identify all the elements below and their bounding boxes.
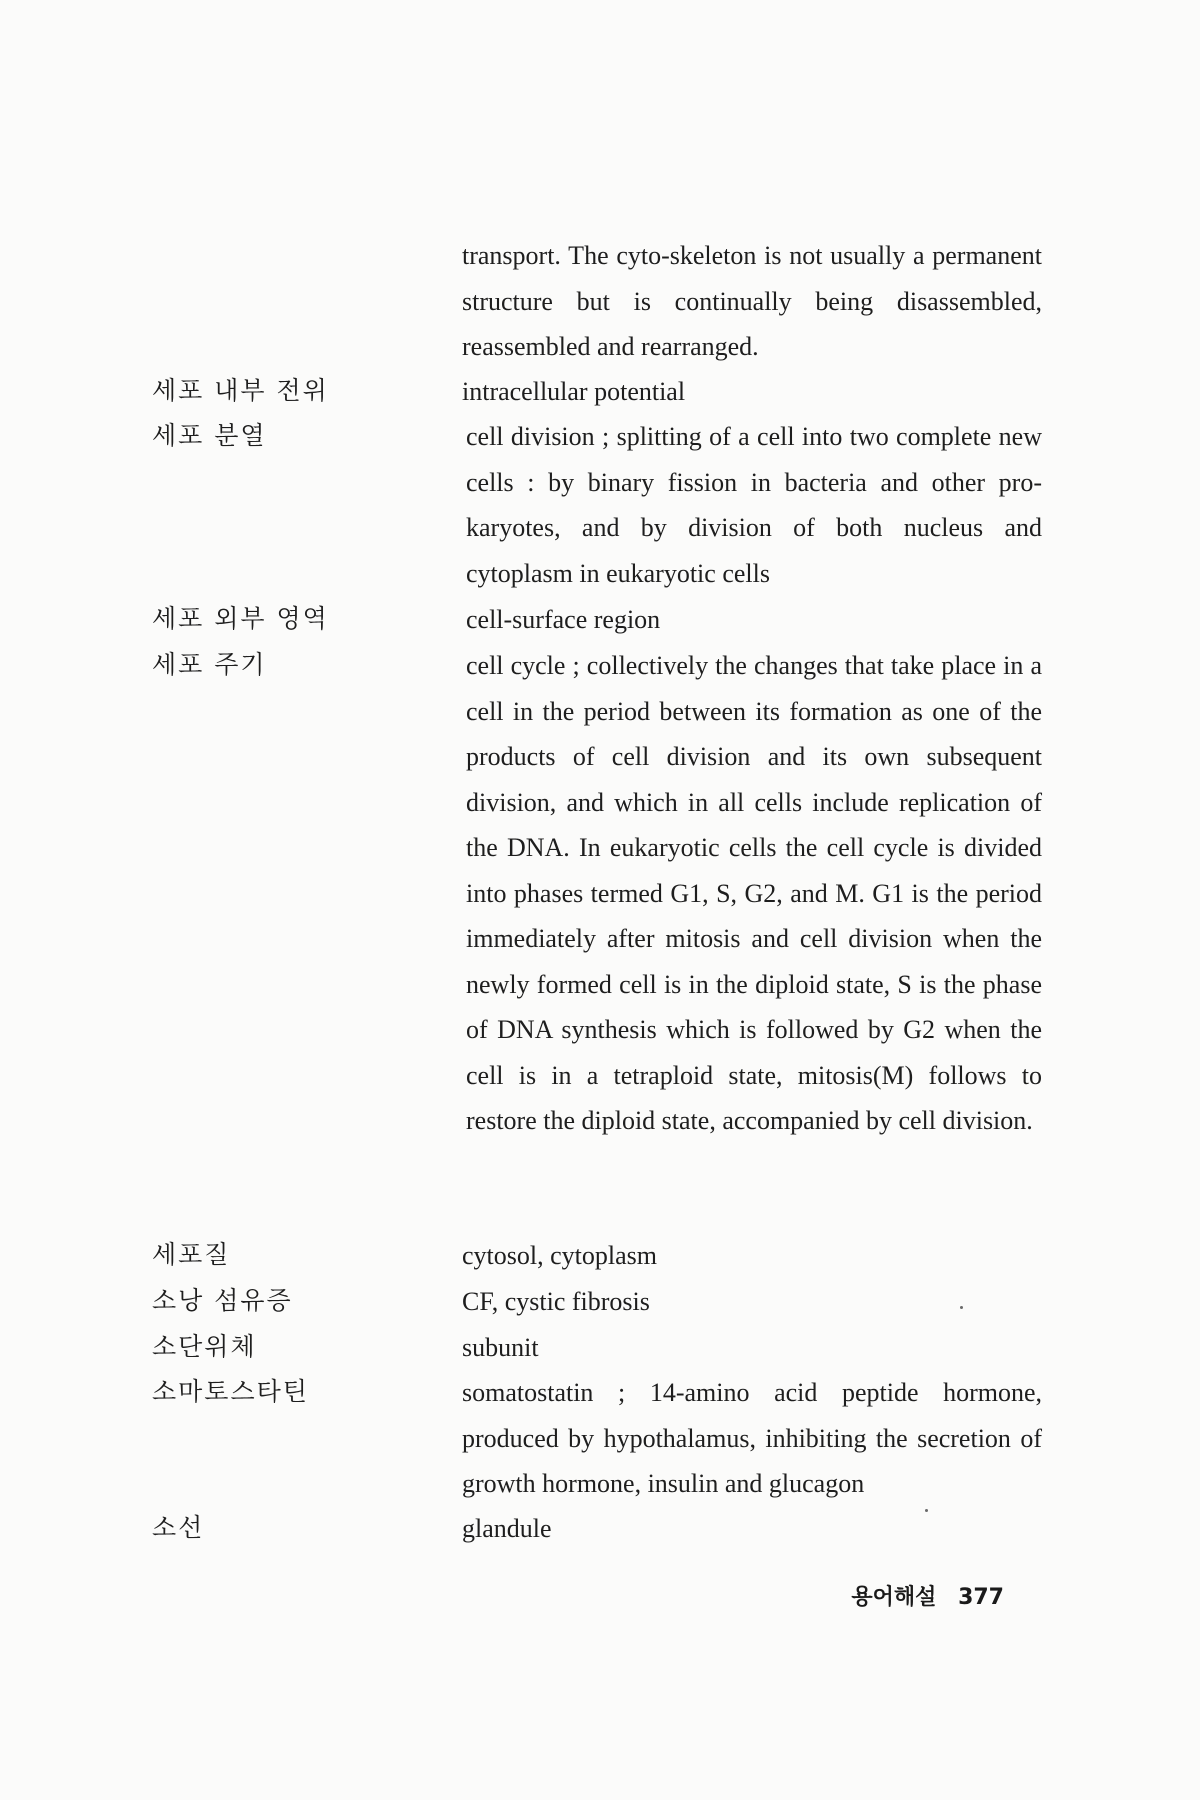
glossary-term: 소낭 섬유증	[152, 1286, 293, 1315]
print-speck	[925, 1509, 928, 1512]
glossary-definition: cytosol, cytoplasm	[462, 1241, 657, 1270]
page-number: 377	[958, 1585, 1004, 1610]
glossary-term: 소선	[152, 1513, 205, 1542]
glossary-term: 세포 외부 영역	[152, 604, 329, 633]
glossary-definition: glandule	[462, 1514, 552, 1543]
glossary-term: 소마토스타틴	[152, 1377, 309, 1406]
glossary-definition: CF, cystic fibrosis	[462, 1287, 650, 1316]
glossary-term: 세포질	[152, 1240, 231, 1269]
print-speck	[960, 1306, 963, 1309]
glossary-definition: subunit	[462, 1333, 539, 1362]
glossary-definition: intracellular potential	[462, 377, 686, 406]
glossary-definition: cell division ; splitting of a cell into two complete new cells : by binary fission in bacteria and other pro-karyotes, and by division of both nucleus and cytoplasm in eukaryotic cells	[466, 422, 1042, 588]
glossary-term: 세포 내부 전위	[152, 376, 329, 405]
glossary-definition: cell-surface region	[466, 605, 661, 634]
glossary-term: 세포 분열	[152, 421, 267, 450]
continued-definition: transport. The cyto-skeleton is not usually a permanent structure but is continually being disassembled, reassembled and rearranged.	[462, 241, 1042, 361]
glossary-term: 소단위체	[152, 1332, 257, 1361]
footer-section-label: 용어해설	[851, 1585, 937, 1610]
glossary-definition: somatostatin ; 14-amino acid peptide hormone, produced by hypothalamus, inhibiting the secretion of growth hormone, insulin and glucagon	[462, 1378, 1042, 1498]
page-footer	[851, 1580, 1004, 1611]
glossary-definition: cell cycle ; collectively the changes that take place in a cell in the period between its formation as one of the products of cell division and its own subsequent division, and which in all cells include replication of the DNA. In eukaryotic cells the cell cycle is divided into phases termed G1, S, G2, and M. G1 is the period immediately after mitosis and cell division when the newly formed cell is in the diploid state, S is the phase of DNA synthesis which is followed by G2 when the cell is in a tetraploid state, mitosis(M) follows to restore the diploid state, accompanied by cell division.	[466, 651, 1042, 1135]
glossary-term: 세포 주기	[152, 650, 267, 679]
